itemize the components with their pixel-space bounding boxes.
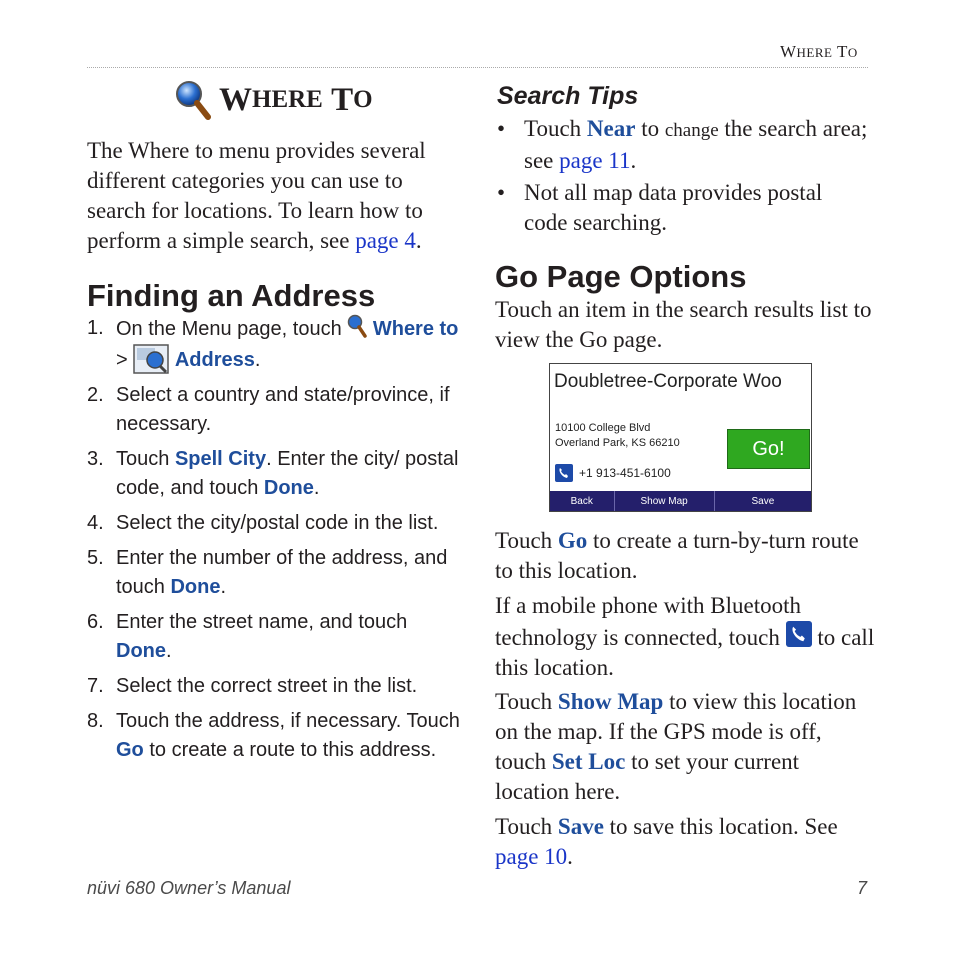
show-map-paragraph: Touch Show Map to view this location on the map. If the GPS mode is off, touch Set Loc to set your current location here. [495,689,857,804]
tips-list [497,114,869,240]
list-item: 3. Touch Spell City. Enter the city/ postal code, and touch Done. [87,448,459,499]
running-head: WHERE TO [780,42,858,61]
page-4-link[interactable]: page 4 [355,228,416,253]
save-ref: Save [557,814,604,839]
screen-bottom-bar [550,491,811,511]
page-11-link[interactable]: page 11 [559,148,631,173]
go-ref: Go [557,528,588,553]
phone-paragraph: If a mobile phone with Bluetooth technology is connected, touch to call this location. [495,593,875,680]
search-tips-heading: Search Tips [497,82,639,110]
list-item: 6. Enter the street name, and touch Done. [87,611,408,662]
near-ref: Near [586,116,636,141]
done-ref: Done [170,576,221,598]
address-icon [133,344,169,374]
phone-icon [786,621,812,647]
page-number: 7 [857,878,868,898]
page-10-link[interactable]: page 10 [495,844,568,869]
footer-manual-title: nüvi 680 Owner’s Manual [87,878,291,898]
magnifier-icon [175,80,211,120]
page-title: W HERE T O [175,80,373,120]
go-page-options-heading: Go Page Options [495,259,747,294]
save-paragraph: Touch Save to save this location. See page 10. [495,814,838,869]
list-item: 1. On the Menu page, touch Where to > Address. [87,314,467,375]
list-item: 8. Touch the address, if necessary. Touch Go to create a route to this address. [87,710,460,761]
list-item: 7. Select the correct street in the list. [87,675,418,697]
list-item: 4. Select the city/postal code in the list. [87,512,439,534]
spell-city-ref: Spell City [174,448,267,470]
done-ref: Done [116,640,166,662]
set-loc-ref: Set Loc [551,749,626,774]
intro-paragraph: The Where to menu provides several different categories you can use to search for locations. To learn how to perform a simple search, see page 4. [87,138,426,253]
go-page-screenshot [549,363,812,512]
place-name: Doubletree-Corporate Woo [554,371,782,392]
header-rule [87,67,868,68]
where-to-ref: Where to [372,318,459,340]
go-button[interactable]: Go! [727,429,810,469]
back-button[interactable]: Back [550,491,615,511]
finding-address-heading: Finding an Address [87,278,376,313]
address-ref: Address [174,349,255,371]
save-button[interactable]: Save [751,495,775,507]
magnifier-icon [347,314,367,338]
list-item: • Not all map data provides postal code searching. [497,180,823,235]
list-item: • Touch Near to change the search area; see page 11. [497,116,868,173]
go-intro-paragraph: Touch an item in the search results list to view the Go page. [495,297,872,352]
phone-row[interactable]: +1 913-451-6100 [555,464,671,482]
show-map-button[interactable]: Show Map [615,491,715,511]
go-paragraph: Touch Go to create a turn-by-turn route to this location. [495,528,859,583]
steps-list [87,314,467,771]
done-ref: Done [263,477,314,499]
go-ref: Go [116,739,144,761]
place-address: 10100 College Blvd Overland Park, KS 66210 [555,422,680,449]
list-item: 2. Select a country and state/province, if necessary. [87,384,450,435]
phone-icon[interactable] [555,464,573,482]
list-item: 5. Enter the number of the address, and touch Done. [87,547,448,598]
show-map-ref: Show Map [557,689,664,714]
